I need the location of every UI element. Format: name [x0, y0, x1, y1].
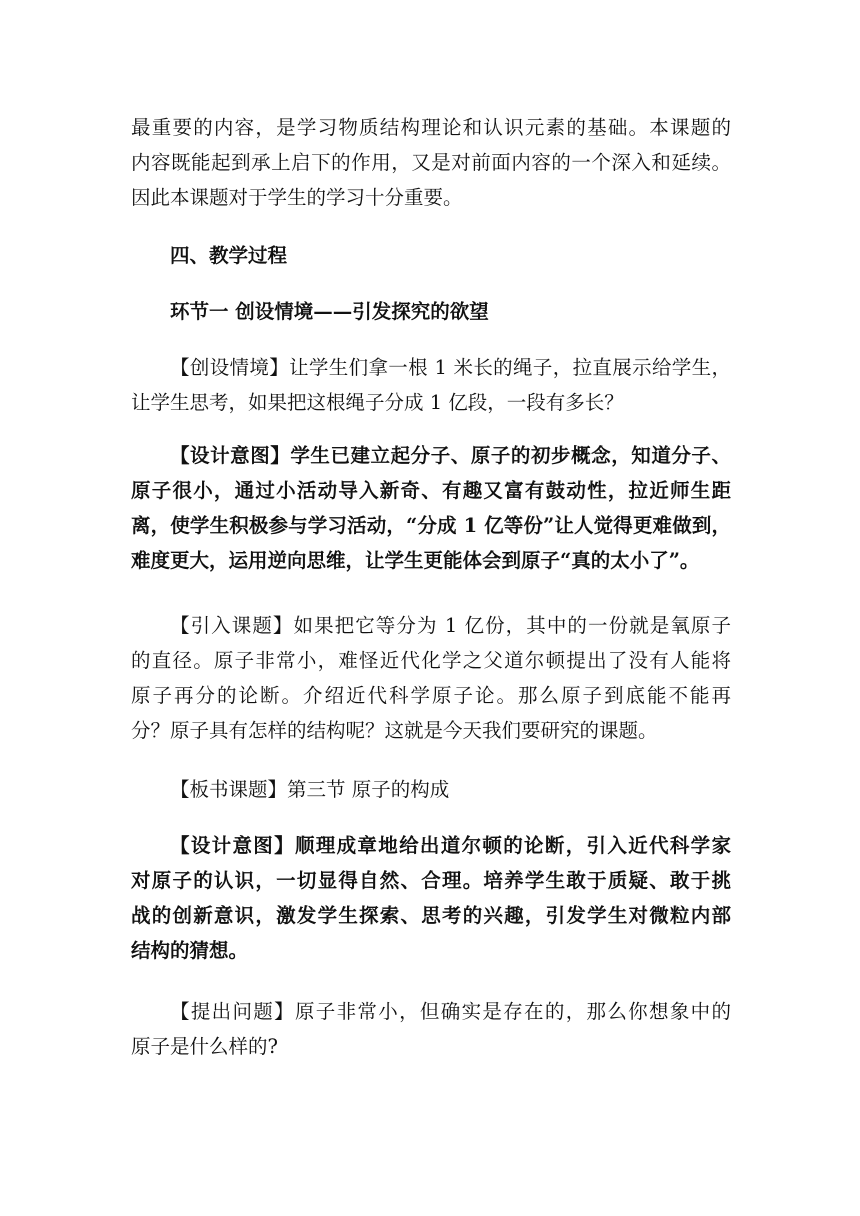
paragraph-introduce-topic	[131, 608, 731, 748]
paragraph-raise-question	[131, 994, 731, 1064]
text-line: 内容既能起到承上启下的作用，又是对前面内容的一个深入和延续。	[131, 151, 731, 174]
text-line: 离，使学生积极参与学习活动，“分成 1 亿等份”让人觉得更难做到，	[131, 514, 731, 537]
text-line: 的直径。原子非常小，难怪近代化学之父道尔顿提出了没有人能将	[131, 649, 731, 672]
text-line: 战的创新意识，激发学生探索、思考的兴趣，引发学生对微粒内部	[131, 904, 731, 927]
text-line: 对原子的认识，一切显得自然、合理。培养学生敢于质疑、敢于挑	[131, 869, 731, 892]
text-line: 分？原子具有怎样的结构呢？这就是今天我们要研究的课题。	[131, 719, 658, 742]
text-line: 结构的猜想。	[131, 939, 249, 962]
text-line: 【板书课题】第三节 原子的构成	[170, 778, 450, 801]
paragraph-board-topic	[131, 772, 731, 807]
text-line: 原子是什么样的?	[131, 1035, 278, 1058]
section-heading: 四、教学过程	[170, 244, 288, 267]
text-line: 因此本课题对于学生的学习十分重要。	[131, 186, 463, 209]
paragraph-create-scene	[131, 350, 731, 420]
text-line: 【设计意图】顺理成章地给出道尔顿的论断，引入近代科学家	[170, 834, 731, 857]
text-line: 原子再分的论断。介绍近代科学原子论。那么原子到底能不能再	[131, 684, 731, 707]
text-line: 【引入课题】如果把它等分为 1 亿份，其中的一份就是氧原子	[170, 614, 731, 637]
subsection-heading: 环节一 创设情境——引发探究的欲望	[170, 300, 489, 323]
text-line: 原子很小，通过小活动导入新奇、有趣又富有鼓动性，拉近师生距	[131, 479, 731, 502]
text-line: 【设计意图】学生已建立起分子、原子的初步概念，知道分子、	[170, 444, 731, 467]
paragraph-design-intent-2	[131, 828, 731, 968]
text-line: 让学生思考，如果把这根绳子分成 1 亿段，一段有多长？	[131, 391, 624, 414]
intro-paragraph	[131, 110, 731, 215]
paragraph-design-intent-1	[131, 438, 731, 578]
text-line: 【创设情境】让学生们拿一根 1 米长的绳子，拉直展示给学生，	[170, 356, 731, 379]
text-line: 最重要的内容，是学习物质结构理论和认识元素的基础。本课题的	[131, 116, 731, 139]
text-line: 【提出问题】原子非常小，但确实是存在的，那么你想象中的	[170, 1000, 731, 1023]
text-line: 难度更大，运用逆向思维，让学生更能体会到原子“真的太小了”。	[131, 549, 700, 572]
